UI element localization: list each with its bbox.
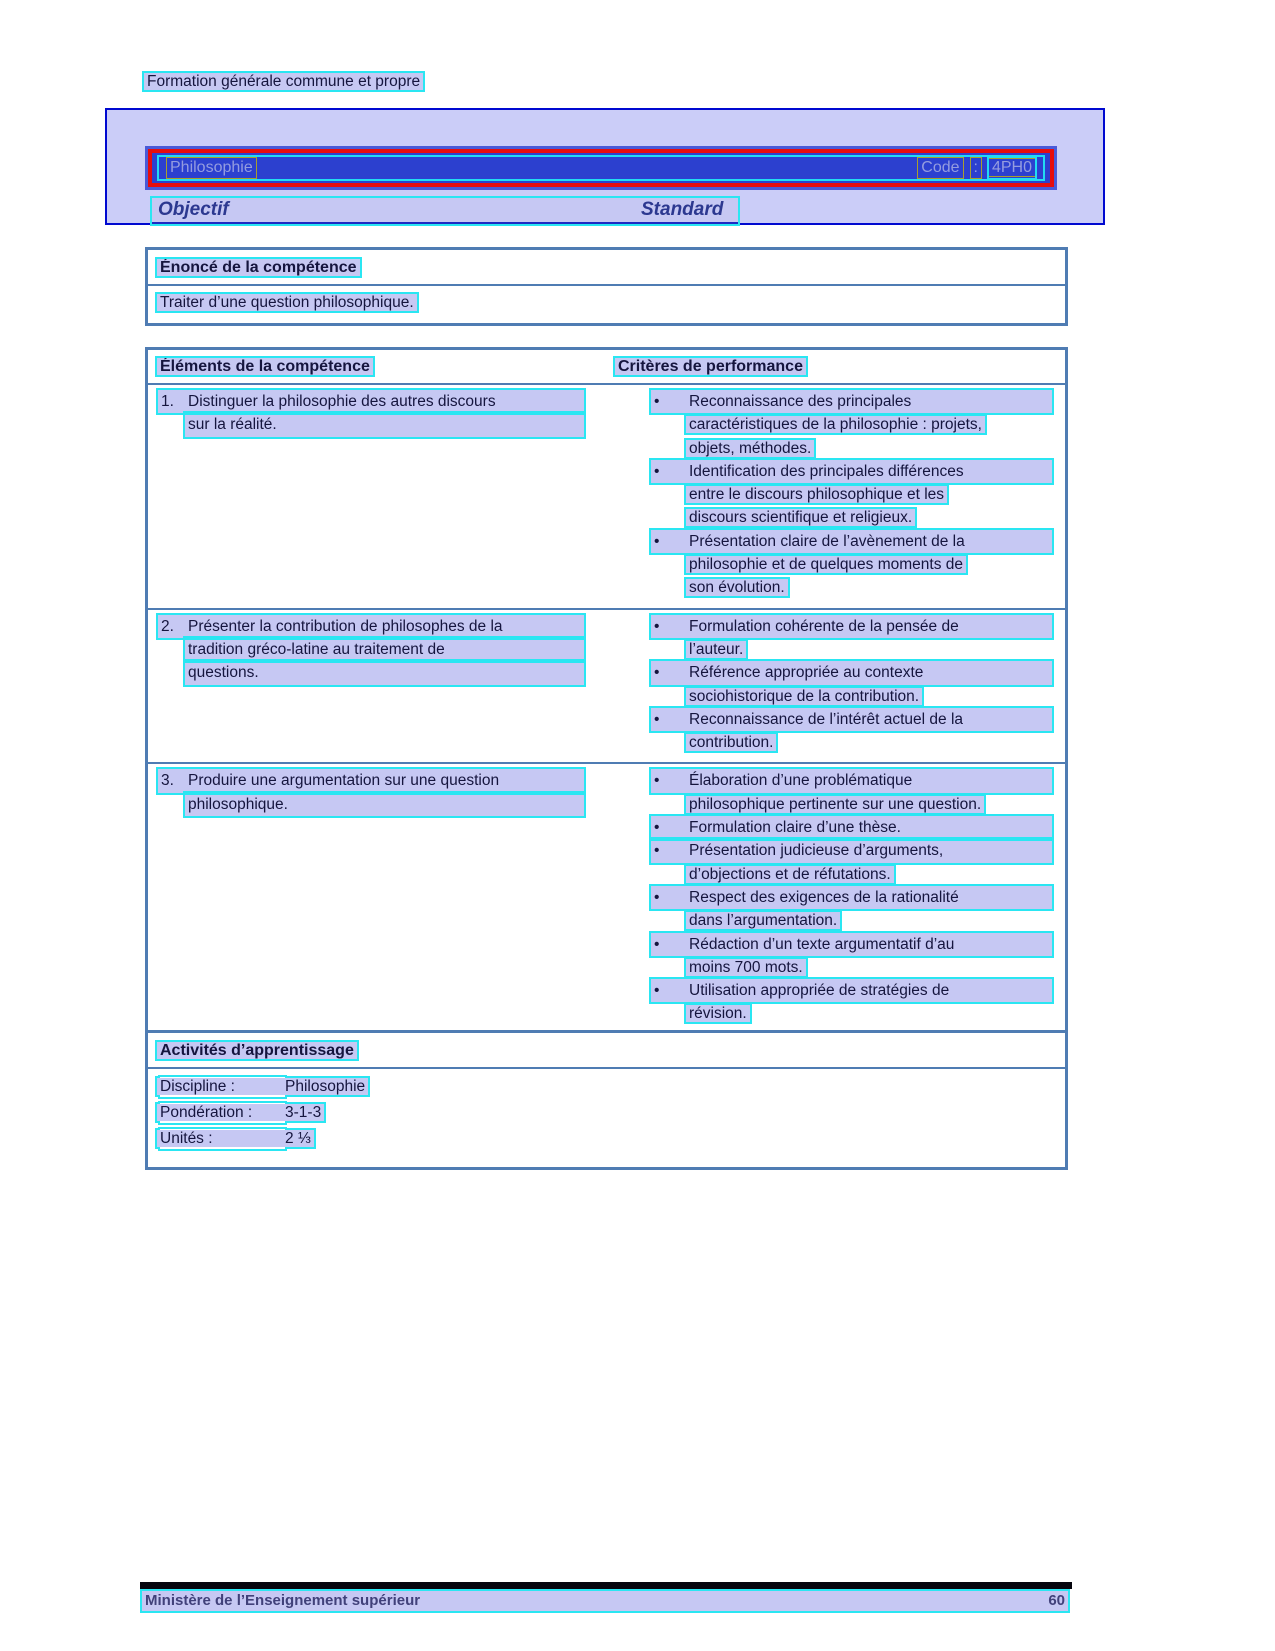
objectif-standard-row	[152, 198, 738, 224]
criteria-line: discours scientifique et religieux.	[686, 509, 915, 526]
table-row	[148, 608, 1065, 763]
elements-column-header: Éléments de la compétence	[157, 358, 373, 375]
bullet-icon: •	[654, 710, 660, 728]
competence-statement-header: Énoncé de la compétence	[157, 259, 360, 276]
table-row	[148, 762, 1065, 1033]
bullet-icon: •	[654, 462, 660, 480]
competence-statement-header-row	[148, 250, 1065, 284]
bullet-icon: •	[654, 982, 660, 1000]
criteria-line: objets, méthodes.	[686, 440, 814, 457]
bullet-icon: •	[654, 819, 660, 837]
criteria-line: son évolution.	[686, 579, 788, 596]
bullet-icon: •	[654, 532, 660, 550]
bullet-icon: •	[654, 772, 660, 790]
criteria-line: • Reconnaissance de l’intérêt actuel de la	[651, 708, 1052, 731]
activite-value: Philosophie	[285, 1078, 366, 1095]
standard-heading: Standard	[641, 199, 724, 220]
activite-label: Unités :	[160, 1130, 213, 1147]
element-cell	[148, 390, 606, 600]
criteria-line: • Rédaction d’un texte argumentatif d’au	[651, 933, 1052, 956]
criteria-line: • Utilisation appropriée de stratégies de	[651, 979, 1052, 1002]
activites-header-row	[148, 1033, 1065, 1067]
element-line: philosophique.	[185, 793, 584, 816]
criteria-line: l’auteur.	[686, 641, 746, 658]
criteria-cell	[606, 615, 1065, 755]
element-line: 3. Produire une argumentation sur une question	[158, 769, 584, 792]
activites-body	[148, 1069, 1065, 1167]
activite-row	[157, 1077, 1065, 1103]
criteria-line: • Formulation claire d’une thèse.	[651, 816, 1052, 839]
activite-row	[157, 1129, 1065, 1155]
criteria-line: philosophie et de quelques moments de	[686, 556, 966, 573]
criteria-line: dans l’argumentation.	[686, 912, 840, 929]
element-number: 2.	[161, 617, 174, 635]
table-row	[148, 383, 1065, 608]
element-line: questions.	[185, 661, 584, 684]
activite-label: Discipline :	[160, 1078, 235, 1095]
page-header-label	[144, 71, 423, 92]
criteria-line: • Référence appropriée au contexte	[651, 661, 1052, 684]
bullet-icon: •	[654, 888, 660, 906]
bullet-icon: •	[654, 617, 660, 635]
activite-row	[157, 1103, 1065, 1129]
activite-label: Pondération :	[160, 1104, 253, 1121]
competence-statement-body	[148, 286, 1065, 323]
criteria-line: entre le discours philosophique et les	[686, 486, 947, 503]
element-cell	[148, 615, 606, 755]
competence-statement-panel	[145, 247, 1068, 326]
criteria-line: révision.	[686, 1005, 750, 1022]
course-banner-frame	[148, 149, 1054, 187]
course-title: Philosophie	[167, 158, 256, 178]
course-code-label: Code	[918, 158, 962, 178]
criteria-cell	[606, 390, 1065, 600]
element-line: 2. Présenter la contribution de philosophes de la	[158, 615, 584, 638]
course-code-separator: :	[971, 158, 981, 178]
element-line: tradition gréco-latine au traitement de	[185, 638, 584, 661]
criteria-line: • Présentation judicieuse d’arguments,	[651, 839, 1052, 862]
activites-panel	[145, 1030, 1068, 1170]
criteria-line: • Formulation cohérente de la pensée de	[651, 615, 1052, 638]
objectif-heading: Objectif	[158, 199, 229, 220]
criteria-line: • Respect des exigences de la rationalité	[651, 886, 1052, 909]
activite-value: 2 ⅓	[285, 1130, 311, 1147]
element-number: 1.	[161, 393, 174, 410]
bullet-icon: •	[654, 842, 660, 860]
criteria-line: moins 700 mots.	[686, 959, 806, 976]
course-banner	[145, 146, 1057, 190]
criteria-line: • Élaboration d’une problématique	[651, 769, 1052, 792]
criteria-cell	[606, 769, 1065, 1025]
table-header-row	[148, 350, 1065, 383]
criteres-column-header: Critères de performance	[615, 358, 806, 375]
competence-statement: Traiter d’une question philosophique.	[157, 294, 417, 311]
element-cell	[148, 769, 606, 1025]
competence-table	[145, 347, 1068, 1037]
element-line: sur la réalité.	[185, 413, 584, 436]
element-line: 1. Distinguer la philosophie des autres discours	[158, 390, 584, 413]
criteria-line: • Reconnaissance des principales	[651, 390, 1052, 413]
course-hero-box	[105, 108, 1105, 225]
criteria-line: d’objections et de réfutations.	[686, 866, 894, 883]
activites-header: Activités d’apprentissage	[157, 1042, 357, 1059]
criteria-line: philosophique pertinente sur une question.	[686, 796, 984, 813]
criteria-line: contribution.	[686, 734, 776, 751]
element-number: 3.	[161, 772, 174, 790]
page-header-text: Formation générale commune et propre	[144, 73, 423, 90]
footer-row	[142, 1591, 1068, 1611]
criteria-line: caractéristiques de la philosophie : projets,	[686, 416, 985, 433]
course-banner-strip	[157, 155, 1045, 181]
activite-value: 3-1-3	[285, 1104, 322, 1121]
course-code-group	[918, 158, 1035, 178]
footer-page-number: 60	[1048, 1592, 1065, 1609]
criteria-line: • Présentation claire de l’avènement de la	[651, 530, 1052, 553]
elements-header-cell	[148, 358, 606, 376]
course-code-value: 4PH0	[989, 159, 1035, 176]
bullet-icon: •	[654, 935, 660, 953]
bullet-icon: •	[654, 393, 660, 410]
footer-rule	[140, 1582, 1072, 1589]
criteria-line: sociohistorique de la contribution.	[686, 688, 922, 705]
footer-ministry: Ministère de l’Enseignement supérieur	[145, 1592, 421, 1609]
bullet-icon: •	[654, 664, 660, 682]
criteres-header-cell	[606, 358, 1065, 376]
criteria-line: • Identification des principales différences	[651, 460, 1052, 483]
